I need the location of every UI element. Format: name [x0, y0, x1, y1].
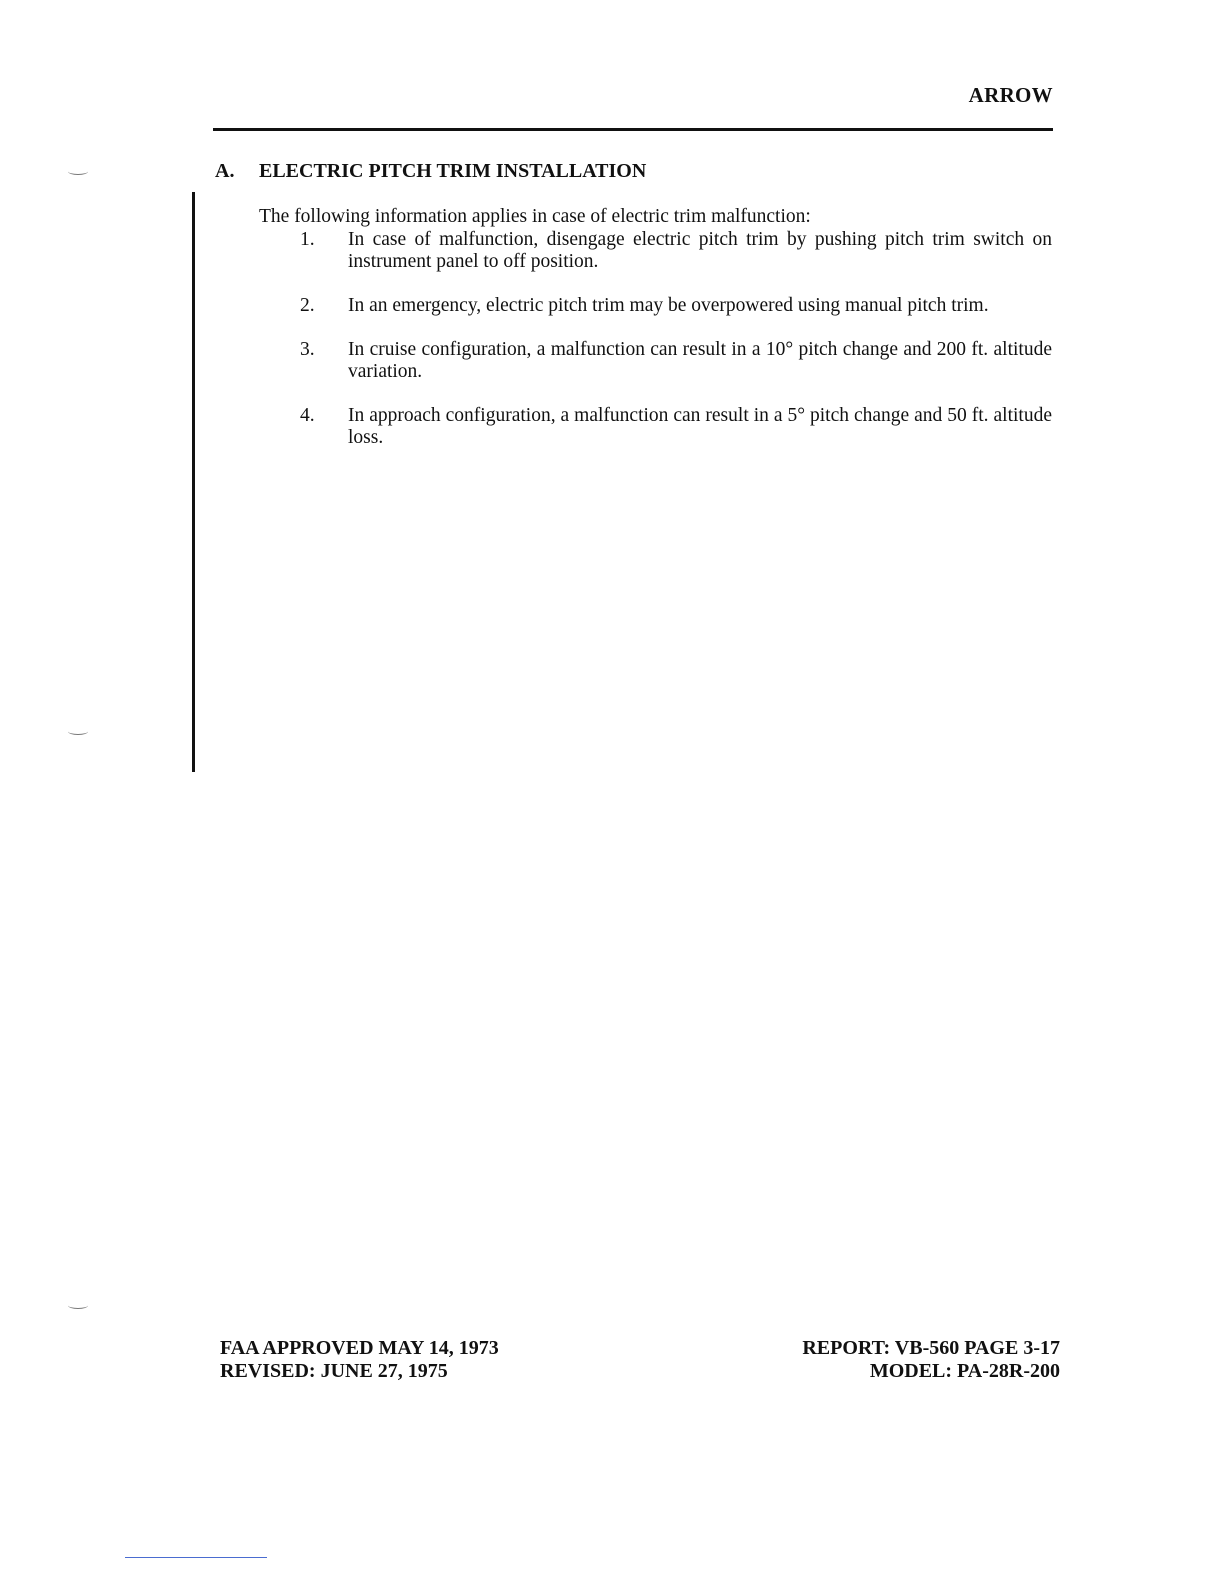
list-item — [300, 339, 1052, 383]
section-heading — [215, 160, 646, 183]
footer-approved: FAA APPROVED MAY 14, 1973 — [220, 1337, 499, 1359]
section-title: ELECTRIC PITCH TRIM INSTALLATION — [259, 160, 647, 182]
list-item — [300, 295, 1052, 317]
scan-hole-mark — [68, 728, 88, 735]
scan-hole-mark — [68, 1302, 88, 1309]
scan-hole-mark — [68, 168, 88, 175]
footer-revised: REVISED: JUNE 27, 1975 — [220, 1360, 448, 1382]
list-item — [300, 405, 1052, 449]
step-number: 4. — [300, 405, 315, 426]
procedure-steps — [300, 229, 1052, 471]
step-number: 2. — [300, 295, 315, 316]
step-text: In case of malfunction, disengage electric pitch trim by pushing pitch trim switch on instrument panel to off position. — [348, 229, 1052, 272]
step-text: In approach configuration, a malfunction can result in a 5° pitch change and 50 ft. altitude loss. — [348, 405, 1052, 448]
header-title: ARROW — [968, 83, 1053, 107]
list-item — [300, 229, 1052, 273]
step-text: In an emergency, electric pitch trim may be overpowered using manual pitch trim. — [348, 295, 989, 316]
footer-report: REPORT: VB-560 PAGE 3-17 — [802, 1337, 1060, 1359]
section-letter: A. — [215, 160, 235, 182]
step-number: 1. — [300, 229, 315, 250]
header-rule — [213, 128, 1053, 131]
footer-report-block — [802, 1337, 1060, 1383]
footer-approval-block — [220, 1337, 499, 1383]
step-number: 3. — [300, 339, 315, 360]
revision-change-bar — [192, 192, 195, 772]
footer-model: MODEL: PA-28R-200 — [869, 1360, 1060, 1382]
section-intro: The following information applies in case of electric trim malfunction: — [259, 206, 811, 227]
scan-edge-line — [125, 1557, 267, 1558]
step-text: In cruise configuration, a malfunction can result in a 10° pitch change and 200 ft. altitude variation. — [348, 339, 1052, 382]
